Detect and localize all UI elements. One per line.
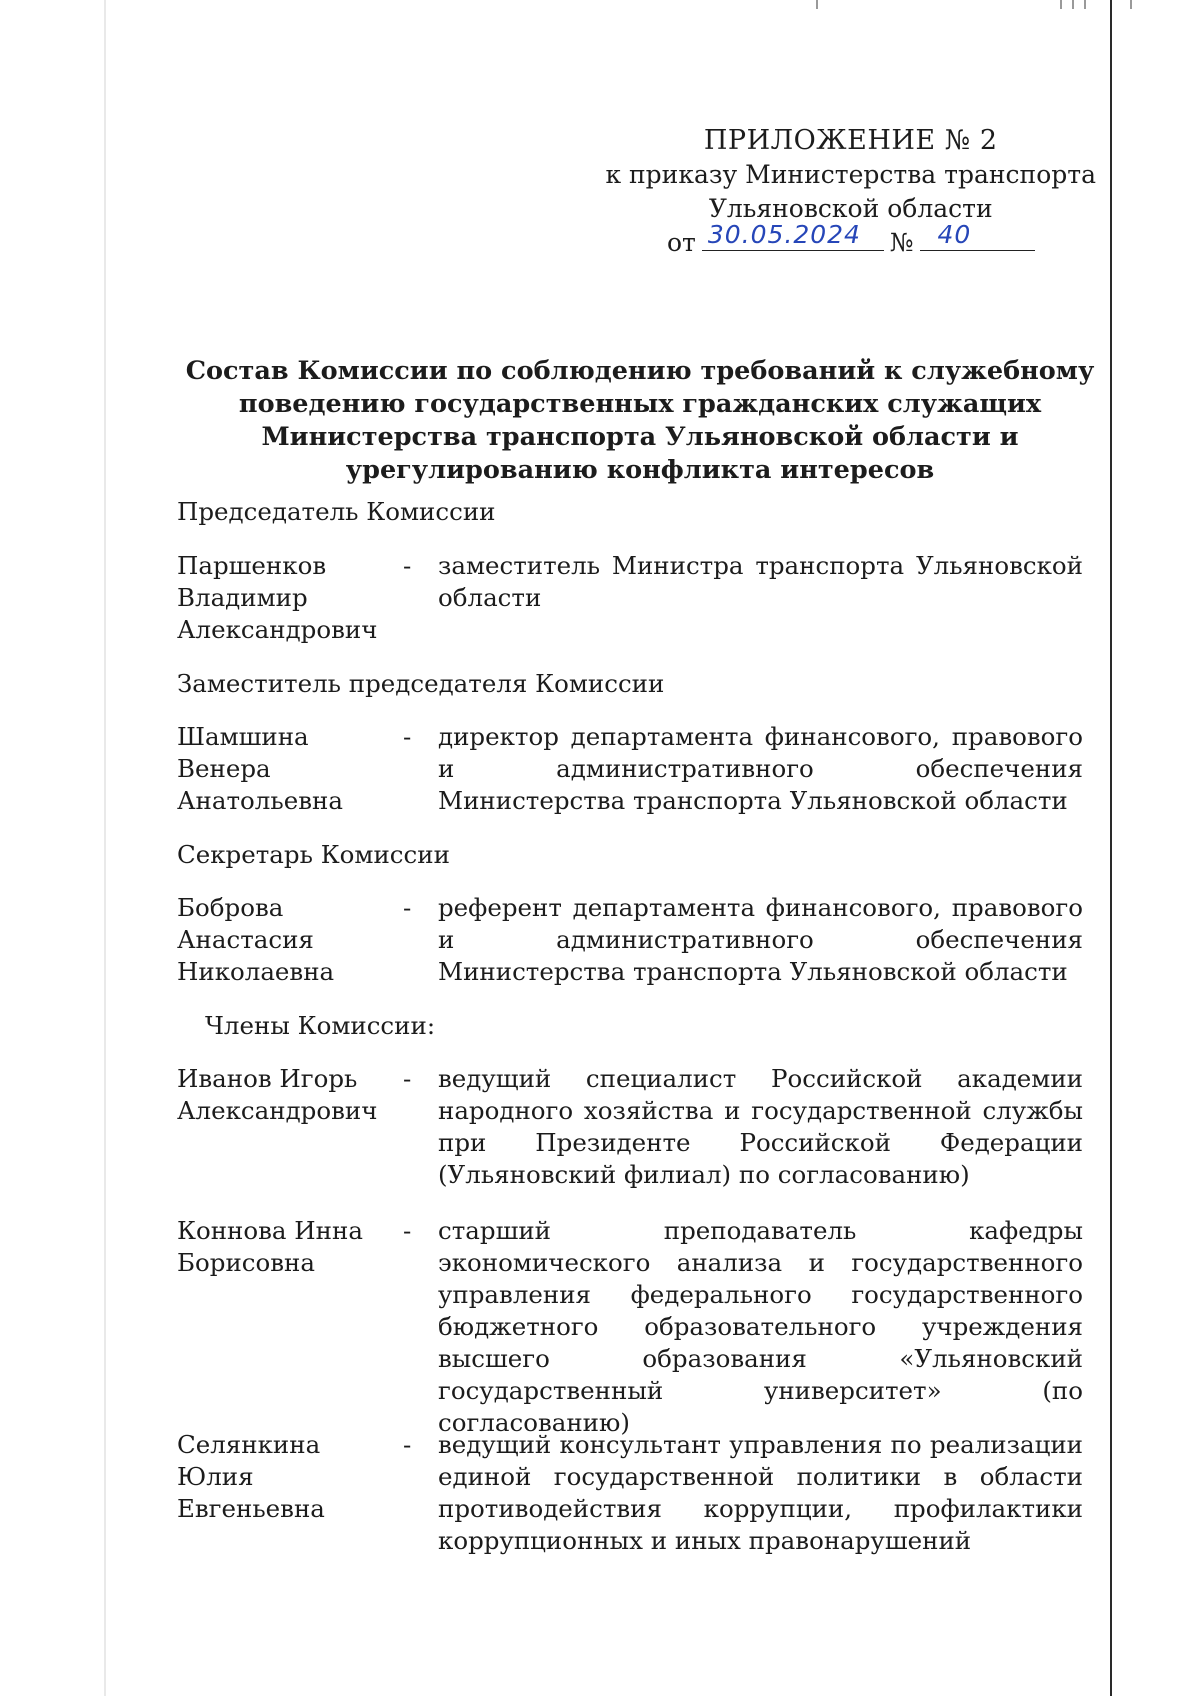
member-description: ведущий консультант управления по реализации единой государственной политики в области противодействия коррупции, профилактики коррупционных и иных правонарушений bbox=[438, 1430, 1083, 1555]
date-prefix: от bbox=[666, 228, 696, 257]
appendix-order-line: к приказу Министерства транспорта bbox=[605, 160, 1096, 189]
section-deputy-label: Заместитель председателя Комиссии bbox=[177, 669, 665, 698]
member-dash: - bbox=[403, 1064, 412, 1093]
number-label: № bbox=[889, 228, 914, 257]
scan-mark bbox=[1084, 0, 1086, 9]
member-description: директор департамента финансового, правового и административного обеспечения Министерства транспорта Ульяновской области bbox=[438, 722, 1083, 815]
appendix-region-line: Ульяновской области bbox=[708, 194, 993, 223]
member-dash: - bbox=[403, 551, 412, 580]
section-secretary-label: Секретарь Комиссии bbox=[177, 840, 450, 869]
member-name: Шамшина Венера Анатольевна bbox=[177, 722, 343, 815]
member-description: ведущий специалист Российской академии народного хозяйства и государственной службы при Президенте Российской Федерации (Ульяновский филиал) по согласованию) bbox=[438, 1064, 1083, 1189]
section-chair-label: Председатель Комиссии bbox=[177, 497, 496, 526]
member-name: Боброва Анастасия Николаевна bbox=[177, 893, 335, 986]
member-description: старший преподаватель кафедры экономического анализа и государственного управления федерального государственного бюджетного образовательного учреждения высшего образования «Ульяновский государственный университет» (по согласованию) bbox=[438, 1216, 1083, 1437]
scan-mark bbox=[1130, 0, 1132, 9]
scan-right-edge bbox=[1110, 0, 1112, 1696]
document-title: Состав Комиссии по соблюдению требований к служебному поведению государственных гражданских служащих Министерства транспорта Ульяновской области и урегулированию конфликта интересов bbox=[185, 356, 1095, 485]
order-date-number-line bbox=[605, 220, 1096, 260]
member-dash: - bbox=[403, 1430, 412, 1459]
section-members-label: Члены Комиссии: bbox=[205, 1011, 436, 1040]
handwritten-number: 40 bbox=[937, 220, 972, 249]
member-name: Иванов Игорь Александрович bbox=[177, 1064, 378, 1125]
member-description: референт департамента финансового, правового и административного обеспечения Министерства транспорта Ульяновской области bbox=[438, 893, 1083, 986]
member-name: Селянкина Юлия Евгеньевна bbox=[177, 1430, 325, 1523]
appendix-header bbox=[605, 124, 1096, 260]
member-name: Паршенков Владимир Александрович bbox=[177, 551, 378, 644]
scan-mark bbox=[1060, 0, 1062, 9]
scan-mark bbox=[1072, 0, 1074, 9]
member-dash: - bbox=[403, 1216, 412, 1245]
member-dash: - bbox=[403, 722, 412, 751]
scan-mark bbox=[816, 0, 818, 9]
member-dash: - bbox=[403, 893, 412, 922]
member-name: Коннова Инна Борисовна bbox=[177, 1216, 363, 1277]
order-date-field bbox=[702, 220, 884, 251]
order-number-field bbox=[920, 220, 1035, 251]
handwritten-date: 30.05.2024 bbox=[707, 220, 861, 249]
appendix-title: ПРИЛОЖЕНИЕ № 2 bbox=[703, 125, 998, 156]
member-description: заместитель Министра транспорта Ульяновской области bbox=[438, 551, 1083, 612]
scan-left-edge bbox=[104, 0, 106, 1696]
